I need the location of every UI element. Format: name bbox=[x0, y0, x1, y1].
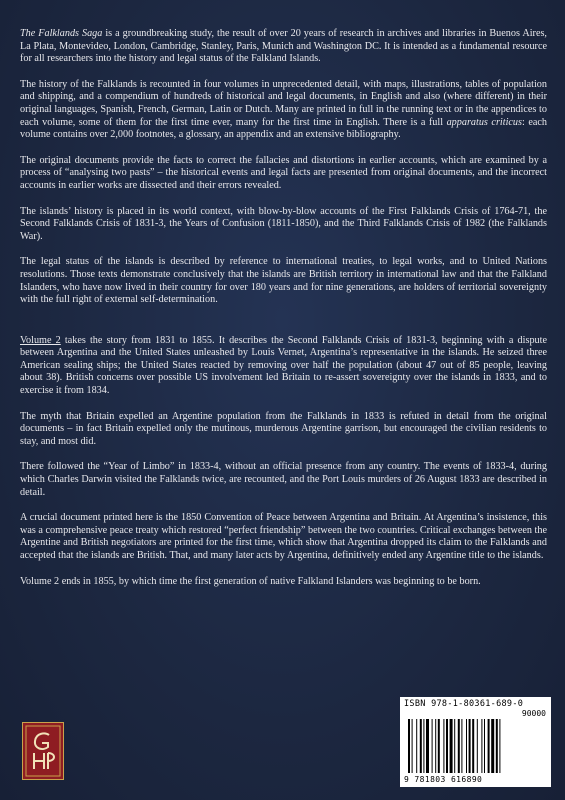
barcode-bar bbox=[499, 719, 500, 773]
paragraph-documents: The original documents provide the facts to correct the fallacies and distortions in earlier accounts, which are examined by a process of “analysing two pasts” – the historical events and legal facts are presented from original documents, and the incorrect accounts in earlier works are dissected and their errors revealed. bbox=[20, 154, 547, 191]
barcode-bar bbox=[458, 719, 460, 773]
paragraph-context: The islands’ history is placed in its world context, with blow-by-blow accounts of the First Falklands Crisis of 1764-71, the Second Falklands Crisis of 1831-3, the Years of Confusion (1811-1850), and the Third Falklands Crisis of 1982 (the Falklands War). bbox=[20, 205, 547, 242]
isbn-barcode bbox=[400, 697, 551, 787]
barcode-bar bbox=[450, 719, 453, 773]
back-cover-text bbox=[20, 28, 547, 601]
barcode-bar bbox=[484, 719, 485, 773]
barcode-bar bbox=[461, 719, 462, 773]
isbn-text: ISBN 978-1-80361-689-0 bbox=[404, 699, 524, 709]
ean-digits: 9 781803 616890 bbox=[404, 775, 483, 784]
paragraph-history: The history of the Falklands is recounted in four volumes in unprecedented detail, with maps, illustrations, tables of population and shipping, and a compendium of hundreds of historical and legal documents, in English and also (where different) in their original languages, Spanish, French, German, Latin or Dutch. Many are printed in full in the running text or in the appendices to each volume, some of them for the first time ever, many for the first time in English. There is a full apparatus criticus: each volume contains over 2,000 footnotes, a glossary, an appendix and an extensive bibliography. bbox=[20, 78, 547, 141]
barcode-bar bbox=[443, 719, 444, 773]
barcode-bar bbox=[435, 719, 436, 773]
publisher-logo bbox=[22, 722, 64, 780]
paragraph-limbo: There followed the “Year of Limbo” in 1833-4, without an official presence from any country. The events of 1833-4, during which Charles Darwin visited the Falklands twice, are recounted, and the Port Louis murders of 26 August 1833 are described in detail. bbox=[20, 461, 547, 498]
barcode-bar bbox=[438, 719, 440, 773]
volume-label: Volume 2 bbox=[20, 334, 61, 346]
paragraph-convention: A crucial document printed here is the 1850 Convention of Peace between Argentina and Britain. At Argentina’s insistence, this was a comprehensive peace treaty which restored “perfect friendship” between the two countries. Critical exchanges between the Argentine and British negotiators are printed for the first time, which show that Argentina dropped its claim to the Falklands and accepted that the islands are British. That, and many later acts by Argentina, definitively ended any Argentine title to the islands. bbox=[20, 512, 547, 561]
book-title: The Falklands Saga bbox=[20, 28, 103, 39]
barcode-bar bbox=[477, 719, 478, 773]
barcode-bar bbox=[454, 719, 455, 773]
publisher-monogram-icon bbox=[23, 723, 63, 779]
paragraph-intro: The Falklands Saga is a groundbreaking study, the result of over 20 years of research in archives and libraries in Buenos Aires, La Plata, Montevideo, London, Cambridge, Stanley, Paris, Munich and Washington DC. It is intended as a fundamental resource for all researchers into the history and legal status of the Falkland Islands. bbox=[20, 28, 547, 65]
price-code: 90000 bbox=[521, 709, 546, 718]
barcode-bar bbox=[423, 719, 424, 773]
barcode-bar bbox=[446, 719, 448, 773]
barcode-bar bbox=[412, 719, 413, 773]
barcode-bar bbox=[481, 719, 482, 773]
barcode-bar bbox=[408, 719, 410, 773]
barcode-bar bbox=[426, 719, 429, 773]
barcode-bar bbox=[496, 719, 498, 773]
paragraph-myth: The myth that Britain expelled an Argentine population from the Falklands in 1833 is refuted in detail from the original documents – in fact Britain expelled only the mutinous, murderous Argentine garrison, but encouraged the civilian residents to stay, and most did. bbox=[20, 410, 547, 447]
barcode-bar bbox=[416, 719, 417, 773]
barcode-bar bbox=[420, 719, 422, 773]
paragraph-volume2: Volume 2 takes the story from 1831 to 1855. It describes the Second Falklands Crisis of 1831-3, beginning with a dispute between Argentina and the United States unleashed by Louis Vernet, Argentina’s representative in the islands. He seized three American sealing ships; the United States reacted by removing over half the population (about 47 out of 85 people, leaving about 38). British concerns over possible US involvement led Britain to re-assert sovereignty over the islands in 1833, and to exercise it from 1834. bbox=[20, 334, 547, 397]
barcode-bar bbox=[491, 719, 494, 773]
barcode-bar bbox=[488, 719, 490, 773]
paragraph-ending: Volume 2 ends in 1855, by which time the first generation of native Falkland Islanders was beginning to be born. bbox=[20, 575, 481, 587]
paragraph-legal: The legal status of the islands is described by reference to international treaties, to legal works, and to United Nations resolutions. Those texts demonstrate conclusively that the islands are British territory in international law and that the Falkland Islanders, who have now lived in their country for over 180 years and for nine generations, are holders of territorial sovereignty with the full right of external self-determination. bbox=[20, 256, 547, 306]
barcode-bar bbox=[466, 719, 467, 773]
barcode-bar bbox=[432, 719, 433, 773]
barcode-bar bbox=[469, 719, 471, 773]
barcode-bars bbox=[408, 719, 544, 773]
barcode-bar bbox=[472, 719, 474, 773]
